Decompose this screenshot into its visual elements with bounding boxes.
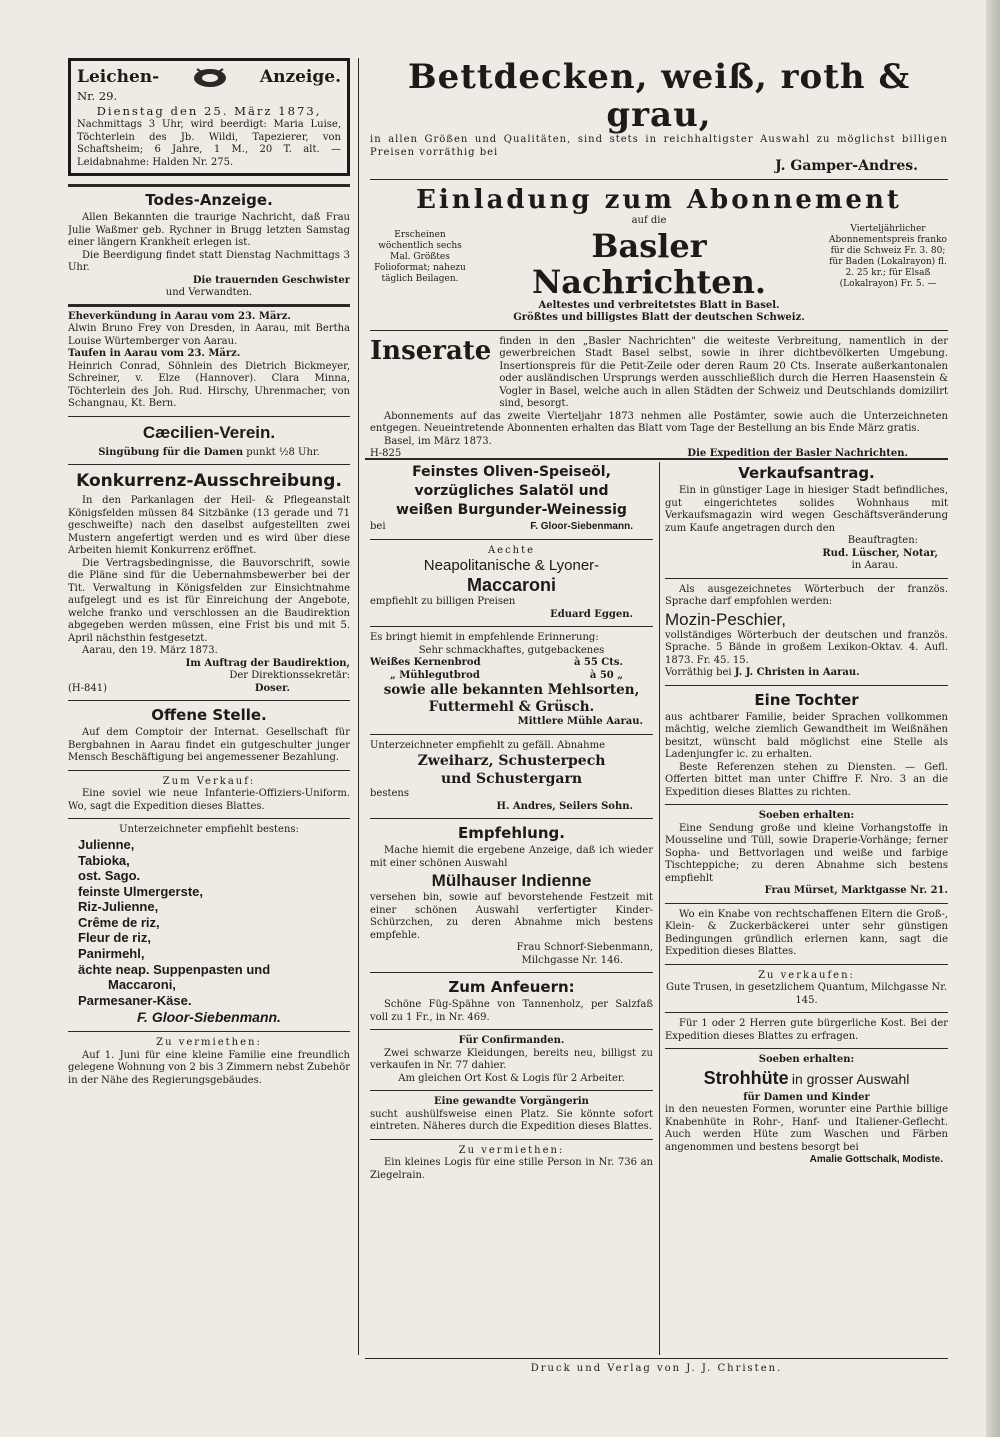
divider	[370, 972, 653, 973]
soeben2-text: in den neuesten Formen, worunter eine Parthie billige Knabenhüte in Rohr-, Hanf- und Italiener-Geflecht. Auch werden Hüte zum Waschen und Färben angenommen und bestens besorgt bei	[665, 1104, 948, 1153]
confirmanden-title: Für Confirmanden.	[458, 1035, 565, 1046]
muehle-r2b: à 50 „	[589, 669, 623, 681]
muehle-l2: Futtermehl & Grüsch.	[428, 699, 595, 715]
taufen-text: Heinrich Conrad, Söhnlein des Dietrich Bickmeyer, Schreiner, v. Elze (Hannover). Clara Minna, Töchterlein des Joh. Rud. Hirschy, Uhrenmacher, von Schangnau, Kt. Bern.	[68, 360, 350, 410]
divider	[68, 464, 350, 465]
verkaufsantrag-sign1: Rud. Lüscher, Notar,	[822, 547, 938, 559]
konkurrenz-sign1: Im Auftrag der Baudirektion,	[185, 657, 350, 669]
basler-sub1: Aeltestes und verbreitetstes Blatt in Basel.	[538, 299, 780, 311]
divider	[370, 1090, 653, 1091]
offene-title: Offene Stelle.	[151, 706, 267, 725]
divider	[365, 458, 948, 460]
verkaufen-text: Gute Trusen, in gesetzlichem Quantum, Milchgasse Nr. 145.	[665, 982, 948, 1006]
schuster-l2: und Schustergarn	[440, 771, 583, 787]
mozin-name: Mozin-Peschier,	[665, 609, 786, 629]
maccaroni-l1: Neapolitanische & Lyoner-	[423, 557, 600, 574]
list-item: Fleur de riz,	[78, 930, 151, 946]
leichen-nr: Nr. 29.	[77, 89, 118, 103]
divider	[665, 1012, 948, 1013]
schuster-sign: H. Andres, Seilers Sohn.	[496, 800, 633, 812]
caecilien-text-b: punkt ½8 Uhr.	[246, 446, 320, 458]
oel-l2: vorzügliches Salatöl und	[414, 483, 609, 499]
vermiethen1-text: Auf 1. Juni für eine kleine Familie eine freundlich gelegene Wohnung von 2 bis 3 Zimmern nebst Zubehör in der Nähe des Regierungsgebäudes.	[68, 1049, 350, 1086]
confirmanden-text2: Am gleichen Ort Kost & Logis für 2 Arbeiter.	[398, 1072, 625, 1084]
anfeuern-title: Zum Anfeuern:	[448, 978, 575, 996]
verkaufsantrag-sign2: in Aarau.	[851, 560, 898, 571]
footer-imprint: Druck und Verlag von J. J. Christen.	[530, 1363, 783, 1374]
soeben2-sub: für Damen und Kinder	[743, 1091, 870, 1103]
taufen-title: Taufen in Aarau vom 23. März.	[68, 348, 241, 360]
confirmanden-text: Zwei schwarze Kleidungen, bereits neu, billigst zu verkaufen in Nr. 77 dahier.	[370, 1047, 653, 1071]
vorgaengerin-title: Eine gewandte Vorgängerin	[434, 1096, 589, 1107]
oel-sign: F. Gloor-Siebenmann.	[530, 521, 633, 532]
konkurrenz-title: Konkurrenz-Ausschreibung.	[76, 471, 342, 492]
konkurrenz-name: Doser.	[254, 682, 290, 694]
list-item: feinste Ulmergerste,	[78, 883, 203, 899]
basler-sub2: Größtes und billigstes Blatt der deutschen Schweiz.	[513, 312, 805, 324]
verkauf-title: Zum Verkauf:	[162, 775, 256, 787]
todes-sign2: und Verwandten.	[165, 287, 253, 299]
tochter-title: Eine Tochter	[754, 690, 859, 709]
leichen-date: Dienstag den 25. März 1873,	[96, 104, 322, 119]
soeben2-big-a: Strohhüte	[703, 1067, 789, 1088]
divider	[68, 700, 350, 701]
soeben1-sign: Frau Mürset, Marktgasse Nr. 21.	[764, 885, 948, 896]
vermiethen1-title: Zu vermiethen:	[156, 1037, 262, 1049]
list-item: Riz-Julienne,	[78, 899, 159, 915]
divider	[370, 626, 653, 627]
basler-left: Erscheinen wöchentlich sechs Mal. Größtes Folioformat; nahezu täglich Beilagen.	[374, 229, 466, 284]
soeben1-title: Soeben erhalten:	[758, 810, 855, 821]
list-item: ost. Sago.	[78, 868, 141, 884]
oel-l1: Feinstes Oliven-Speiseöl,	[412, 464, 611, 480]
empfehlung-text: Mache hiemit die ergebene Anzeige, daß ich wieder mit einer schönen Auswahl	[370, 845, 653, 869]
verkauf-text: Eine soviel wie neue Infanterie-Offiziers-Uniform. Wo, sagt die Expedition dieses Blattes.	[68, 788, 350, 812]
divider	[665, 903, 948, 904]
leichen-title-b: Anzeige.	[259, 67, 341, 87]
kost-text: Für 1 oder 2 Herren gute bürgerliche Kost. Bei der Expedition dieses Blattes zu erfragen.	[665, 1018, 948, 1042]
mozin-sign-a: Vorräthig bei	[665, 667, 732, 678]
divider	[68, 818, 350, 819]
empfehlung-sign1: Frau Schnorf-Siebenmann,	[516, 942, 653, 953]
offene-text: Auf dem Comptoir der Internat. Gesellschaft für Bergbahnen in Aarau findet ein gutgeschulter junger Mensch Beschäftigung bei angemessener Bezahlung.	[68, 727, 350, 764]
verkaufen-title: Zu verkaufen:	[758, 969, 855, 981]
divider	[68, 184, 350, 187]
tochter-text: aus achtbarer Familie, beider Sprachen vollkommen mächtig, welche ziemlich Gewandtheit im Weißnähen besitzt, wünscht bald möglichst eine Stelle als Ladenjungfer ic. zu erhalten.	[665, 711, 948, 760]
list-item: Panirmehl,	[78, 946, 145, 962]
divider	[68, 770, 350, 771]
divider	[665, 804, 948, 805]
basler-code: H-825	[370, 448, 402, 458]
list-item: Julienne,	[78, 836, 135, 852]
list-item: Parmesaner-Käse.	[78, 992, 192, 1008]
column-left	[68, 58, 350, 1087]
divider	[365, 1358, 948, 1359]
schuster-bestens: bestens	[370, 788, 409, 799]
column-rule-left	[358, 58, 359, 1355]
konkurrenz-p1: In den Parkanlagen der Heil- & Pflegeanstalt Königsfelden müssen 84 Sitzbänke (13 gerade und 71 geschweifte) nach den daselbst aufgestellten zwei Mustern angefertigt werden und es wird über diese Arbeiten hiemit Konkurrenz eröffnet.	[68, 495, 350, 557]
divider	[370, 1029, 653, 1030]
todes-sign1: Die trauernden Geschwister	[192, 274, 350, 286]
basler-auf-die: auf die	[631, 215, 667, 227]
page-edge-shadow	[986, 0, 1000, 1437]
divider	[665, 578, 948, 579]
basler-abo: Abonnements auf das zweite Vierteljahr 1873 nehmen alle Postämter, sowie auch die Unterzeichneten entgegen. Neueintretende Abonnenten erhalten das Blatt vom Tage der Bestellung an bis Ende März gratis.	[370, 410, 948, 435]
basler-ins-text: finden in den „Basler Nachrichten" die weiteste Verbreitung, namentlich in der gewerbreichen Stadt Basel selbst, sowie in ihrer dichtbevölkerten Umgebung. Insertionspreis für die Petit-Zeile oder deren Raum 20 Cts. Inserate außerkantonalen oder ausländischen Ursprungs werden ausschließlich durch die Herren Haasenstein & Vogler in Basel, welche auch in allen Städten der Schweiz und Deutschlands domizilirt sind, besorgt.	[499, 335, 948, 410]
muehle-sign: Mittlere Mühle Aarau.	[517, 716, 643, 727]
muehle-r1b: à 55 Cts.	[573, 657, 623, 668]
gloor-intro: Unterzeichneter empfiehlt bestens:	[119, 824, 299, 836]
maccaroni-l2: Maccaroni	[466, 575, 557, 595]
bettdecken-text: in allen Größen und Qualitäten, sind stets in reichhaltigster Auswahl zu möglichst billigen Preisen vorräthig bei	[370, 134, 948, 158]
list-item: ächte neap. Suppenpasten und	[78, 961, 271, 977]
konkurrenz-sign2: Der Direktionssekretär:	[229, 670, 350, 682]
column-rule-right	[659, 462, 660, 1355]
todes-text: Allen Bekannten die traurige Nachricht, daß Frau Julie Waßmer geb. Rychner in Brugg letzten Samstag einer längern Krankheit erlegen ist.	[68, 212, 350, 249]
knabe-text: Wo ein Knabe von rechtschaffenen Eltern die Groß-, Klein- & Zuckerbäckerei unter sehr günstigen Bedingungen gründlich erlernen kann, sagt die Expedition dieses Blattes.	[665, 908, 948, 957]
oel-l3: weißen Burgunder-Weinessig	[396, 502, 627, 518]
divider	[370, 330, 948, 331]
ehe-text: Alwin Bruno Frey von Dresden, in Aarau, mit Bertha Louise Würtemberger von Aarau.	[68, 323, 350, 347]
muehle-r2a: „ Mühlegutbrod	[390, 669, 480, 681]
basler-name: Basler Nachrichten.	[531, 226, 767, 301]
divider	[370, 734, 653, 735]
divider	[68, 416, 350, 417]
bettdecken-title: Bettdecken, weiß, roth & grau,	[407, 58, 911, 135]
basler-sign: Die Expedition der Basler Nachrichten.	[687, 448, 908, 458]
soeben2-title: Soeben erhalten:	[758, 1054, 855, 1065]
verkaufsantrag-text: Ein in günstiger Lage in hiesiger Stadt befindliches, gut eingerichtetes solides Wohnhaus mit Verkaufsmagazin wird wegen Geschäftsveränderung zum Kaufe angetragen durch den	[665, 485, 948, 534]
muehle-intro: Es bringt hiemit in empfehlende Erinnerung:	[370, 632, 599, 643]
divider	[68, 1031, 350, 1032]
leichen-anzeige	[68, 58, 350, 176]
divider	[68, 304, 350, 307]
gloor-sign: F. Gloor-Siebenmann.	[137, 1009, 281, 1026]
ehe-title: Eheverkündung in Aarau vom 23. März.	[68, 310, 291, 322]
muehle-l1: sowie alle bekannten Mehlsorten,	[383, 682, 640, 698]
empfehlung-big: Mülhauser Indienne	[431, 871, 592, 890]
muehle-r1a: Weißes Kernenbrod	[370, 657, 481, 668]
gloor-product-list	[68, 837, 350, 1009]
vorgaengerin-text: sucht aushülfsweise einen Platz. Sie könnte sofort eintreten. Näheres durch die Expedition dieses Blattes.	[370, 1108, 653, 1132]
soeben1-text: Eine Sendung große und kleine Vorhangstoffe in Mousseline und Tüll, sowie Draperie-Vorhänge; ferner Sopha- und Bettvorlagen und weiße und farbige Tischteppiche; zu deren Abnahme sich bestens empfiehlt	[665, 822, 948, 884]
funeral-wreath-icon	[191, 65, 229, 89]
empfehlung-text2: versehen bin, sowie auf bevorstehende Festzeit mit einer schönen Auswahl verfertigter Kinder-Schürzchen, zu deren Abnahme mich bestens empfehle.	[370, 892, 653, 941]
divider	[370, 818, 653, 819]
verkaufsantrag-title: Verkaufsantrag.	[738, 464, 875, 482]
basler-inserate: Inserate	[370, 335, 492, 366]
anfeuern-text: Schöne Füg-Spähne von Tannenholz, per Salzfaß voll zu 1 Fr., in Nr. 469.	[370, 999, 653, 1023]
muehle-sub: Sehr schmackhaftes, gutgebackenes	[418, 644, 605, 656]
list-item: Crême de riz,	[78, 914, 160, 930]
verkaufsantrag-sign0: Beauftragten:	[847, 535, 918, 546]
soeben2-big-b: in grosser Auswahl	[791, 1070, 910, 1087]
column-wide-top	[370, 58, 948, 458]
mozin-intro: Als ausgezeichnetes Wörterbuch der französ. Sprache darf empfohlen werden:	[665, 583, 948, 607]
divider	[665, 964, 948, 965]
divider	[370, 539, 653, 540]
divider	[370, 179, 948, 180]
mozin-sign-b: J. J. Christen in Aarau.	[734, 667, 860, 678]
divider	[665, 1048, 948, 1049]
leichen-title-a: Leichen-	[77, 67, 160, 87]
empfehlung-sign2: Milchgasse Nr. 146.	[521, 954, 623, 966]
soeben2-sign: Amalie Gottschalk, Modiste.	[809, 1154, 943, 1165]
caecilien-title: Cæcilien-Verein.	[142, 422, 276, 442]
basler-einladung: Einladung zum Abonnement	[416, 185, 902, 216]
caecilien-text-a: Singübung für die Damen	[98, 446, 244, 458]
divider	[665, 685, 948, 686]
vermiethen2-title: Zu vermiethen:	[458, 1144, 565, 1156]
todes-text2: Die Beerdigung findet statt Dienstag Nachmittags 3 Uhr.	[68, 249, 350, 274]
basler-date: Basel, im März 1873.	[384, 435, 492, 447]
column-right	[665, 462, 948, 1167]
empfehlung-title: Empfehlung.	[458, 824, 565, 842]
schuster-intro: Unterzeichneter empfiehlt zu gefäll. Abnahme	[370, 739, 605, 751]
vermiethen2-text: Ein kleines Logis für eine stille Person in Nr. 736 an Ziegelrain.	[370, 1157, 653, 1181]
konkurrenz-p2: Die Vertragsbedingnisse, die Bauvorschrift, sowie die Pläne sind für die Uebernahmsbewerber bei der Tit. Verwaltung in Königsfelden zur Einsichtnahme aufgelegt und es ist für Einreichung der Angebote, welche franko und verschlossen an die Baudirektion abgegeben werden müssen, eine Frist bis und mit 5. April nächsthin festgesetzt.	[68, 557, 350, 644]
oel-bei: bei	[370, 521, 386, 532]
bettdecken-sign: J. Gamper-Andres.	[775, 158, 918, 174]
maccaroni-aechte: Aechte	[487, 544, 536, 556]
mozin-text: vollständiges Wörterbuch der deutschen und französ. Sprache. 5 Bände in großem Lexikon-Oktav. 4. Aufl. 1873. Fr. 45. 15.	[665, 629, 948, 666]
todes-title: Todes-Anzeige.	[145, 191, 273, 210]
basler-right: Vierteljährlicher Abonnementspreis franko für die Schweiz Fr. 3. 80; für Baden (Lokalrayon) fl. 2. 25 kr.; für Elsaß (Lokalrayon) Fr. 5. —	[829, 224, 947, 290]
leichen-text: Nachmittags 3 Uhr, wird beerdigt: Maria Luise, Töchterlein des Jb. Wildi, Tapezierer, von Schaftsheim; 6 Jahre, 1 M., 20 T. alt. — Leidabnahme: Halden Nr. 275.	[77, 119, 341, 168]
maccaroni-sign: Eduard Eggen.	[550, 608, 633, 620]
tochter-text2: Beste Referenzen stehen zu Diensten. — Gefl. Offerten bittet man unter Chiffre F. Nro. 3 an die Expedition dieses Blattes zu richten.	[665, 761, 948, 798]
divider	[370, 1139, 653, 1140]
maccaroni-text: empfiehlt zu billigen Preisen	[370, 596, 516, 607]
konkurrenz-date: Aarau, den 19. März 1873.	[82, 645, 218, 657]
column-middle	[370, 462, 653, 1182]
schuster-l1: Zweiharz, Schusterpech	[417, 753, 606, 769]
konkurrenz-code: (H-841)	[68, 682, 107, 694]
list-item: Tabioka,	[78, 852, 130, 868]
list-item: Maccaroni,	[108, 977, 176, 993]
